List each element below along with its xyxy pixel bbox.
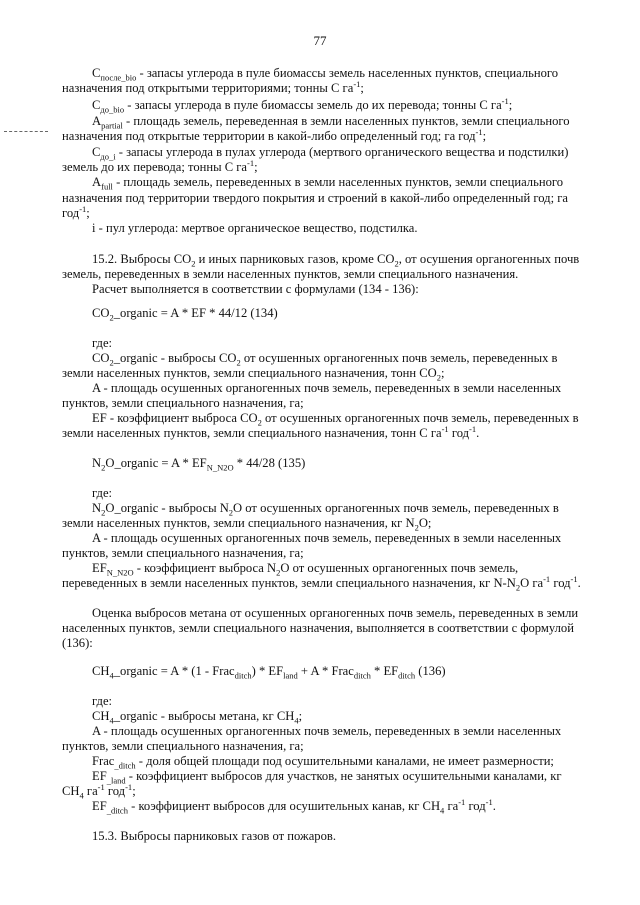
co2-def-line1: $CO_2\_organic$ - выбросы $CO_2$ от осушенных органогенных почв земель, переведенных в — [92, 351, 558, 368]
section-15-2-line2: земель, переведенных в земли населенных пунктов, земли специального назначения. — [62, 267, 519, 281]
def-a-partial-cont: назначения под открытые территории в какой-либо определенный год; га год$^{-1}$; — [62, 126, 487, 143]
n2o-def-line5: $EF_{N\_N2O}$ - коэффициент выброса $N_2O$ от осушенных органогенных почв земель, — [92, 561, 519, 578]
ch4-def-line1: $CH_4\_organic$ - выбросы метана, кг $CH_4$; — [92, 709, 303, 726]
n2o-def-line3: A - площадь осушенных органогенных почв земель, переведенных в земли населенных — [92, 531, 562, 545]
section-15-3-heading: 15.3. Выбросы парниковых газов от пожаров. — [92, 829, 336, 843]
n2o-def-line4: пунктов, земли специального назначения, га; — [62, 546, 304, 560]
def-c-do-i: $C_{до\_i}$ - запасы углерода в пулах углерода (мертвого органического вещества и подстилки) — [92, 145, 569, 162]
where-label: где: — [92, 336, 113, 350]
methane-intro-line3: (136): — [62, 636, 93, 650]
def-a-partial: $A_{partial}$ - площадь земель, переведенная в земли населенных пунктов, земли специального — [92, 114, 570, 131]
ch4-def-line5: $EF_{\_land}$ - коэффициент выбросов для участков, не занятых осушительными каналами, кг — [92, 769, 562, 786]
ch4-def-line7: $EF_{\_ditch}$ - коэффициент выбросов для осушительных канав, кг $CH_4$ $га^{-1}$ год$^{-1}$. — [92, 796, 496, 816]
co2-def-line6: земли населенных пунктов, земли специального назначения, тонн С $га^{-1}$ год$^{-1}$. — [62, 423, 480, 440]
def-a-full-cont2: год$^{-1}$; — [62, 203, 90, 220]
n2o-def-line6: переведенных в земли населенных пунктов, земли специального назначения, кг $N-N_2O$ $га^{-1}$ год$^{-1}$. — [62, 573, 581, 593]
def-c-do-i-cont: земель до их перевода; тонны С $га^{-1}$; — [62, 157, 258, 174]
co2-def-line2: земли населенных пунктов, земли специального назначения, тонн $CO_2$; — [62, 366, 445, 383]
methane-intro-line2: населенных пунктов, земли специального назначения, выполняется в соответствии с формулой — [62, 621, 574, 635]
ch4-def-line6: $CH_4$ $га^{-1}$ год$^{-1}$; — [62, 781, 136, 801]
formula-135: $N_2O\_organic = A * EF_{N\_N2O} * 44/28$ (135) — [92, 456, 306, 473]
n2o-def-line1: $N_2O\_organic$ - выбросы $N_2O$ от осушенных органогенных почв земель, переведенных в — [92, 501, 559, 518]
def-a-full: $A_{full}$ - площадь земель, переведенных в земли населенных пунктов, земли специального — [92, 175, 564, 192]
def-c-do-bio: $C_{до\_bio}$ - запасы углерода в пуле биомассы земель до их перевода; тонны С $га^{-1}$; — [92, 95, 513, 115]
ch4-def-line3: пунктов, земли специального назначения, га; — [62, 739, 304, 753]
methane-intro-line1: Оценка выбросов метана от осушенных органогенных почв земель, переведенных в земли — [92, 606, 579, 620]
def-c-posle-bio-cont: назначения под открытыми территориями; тонны С $га^{-1}$; — [62, 78, 364, 95]
where-label: где: — [92, 486, 113, 500]
scan-mark — [4, 131, 48, 133]
co2-def-line3: A - площадь осушенных органогенных почв земель, переведенных в земли населенных — [92, 381, 562, 395]
page-number: 77 — [313, 33, 327, 48]
where-label: где: — [92, 694, 113, 708]
formula-134: $CO_2\_organic = A$ * EF * 44/12 (134) — [92, 306, 278, 323]
def-a-full-cont: назначения под территории твердого покрытия и строений в какой-либо определенный год; га — [62, 191, 568, 205]
section-15-2-line3: Расчет выполняется в соответствии с формулами (134 - 136): — [92, 282, 419, 296]
def-i-pool: i - пул углерода: мертвое органическое вещество, подстилка. — [92, 221, 418, 235]
def-c-posle-bio: $C_{после\_bio}$ - запасы углерода в пуле биомассы земель населенных пунктов, специального — [92, 66, 559, 83]
co2-def-line5: EF - коэффициент выброса $CO_2$ от осушенных органогенных почв земель, переведенных в — [92, 411, 579, 428]
co2-def-line4: пунктов, земли специального назначения, га; — [62, 396, 304, 410]
ch4-def-line4: Frac$_{\_ditch}$ - доля общей площади под осушительными каналами, не имеет размерности; — [92, 754, 554, 771]
formula-136: $CH_4\_organic = A * (1$ - Frac$_{ditch}$) * $EF_{land} + A$ * Frac$_{ditch}$ * $EF_{ditch}$ (136) — [92, 664, 446, 681]
n2o-def-line2: земли населенных пунктов, земли специального назначения, кг $N_2O$; — [62, 516, 432, 533]
ch4-def-line2: A - площадь осушенных органогенных почв земель, переведенных в земли населенных — [92, 724, 562, 738]
section-15-2-heading: 15.2. Выбросы $CO_2$ и иных парниковых газов, кроме $CO_2$, от осушения органогенных почв — [92, 252, 580, 269]
